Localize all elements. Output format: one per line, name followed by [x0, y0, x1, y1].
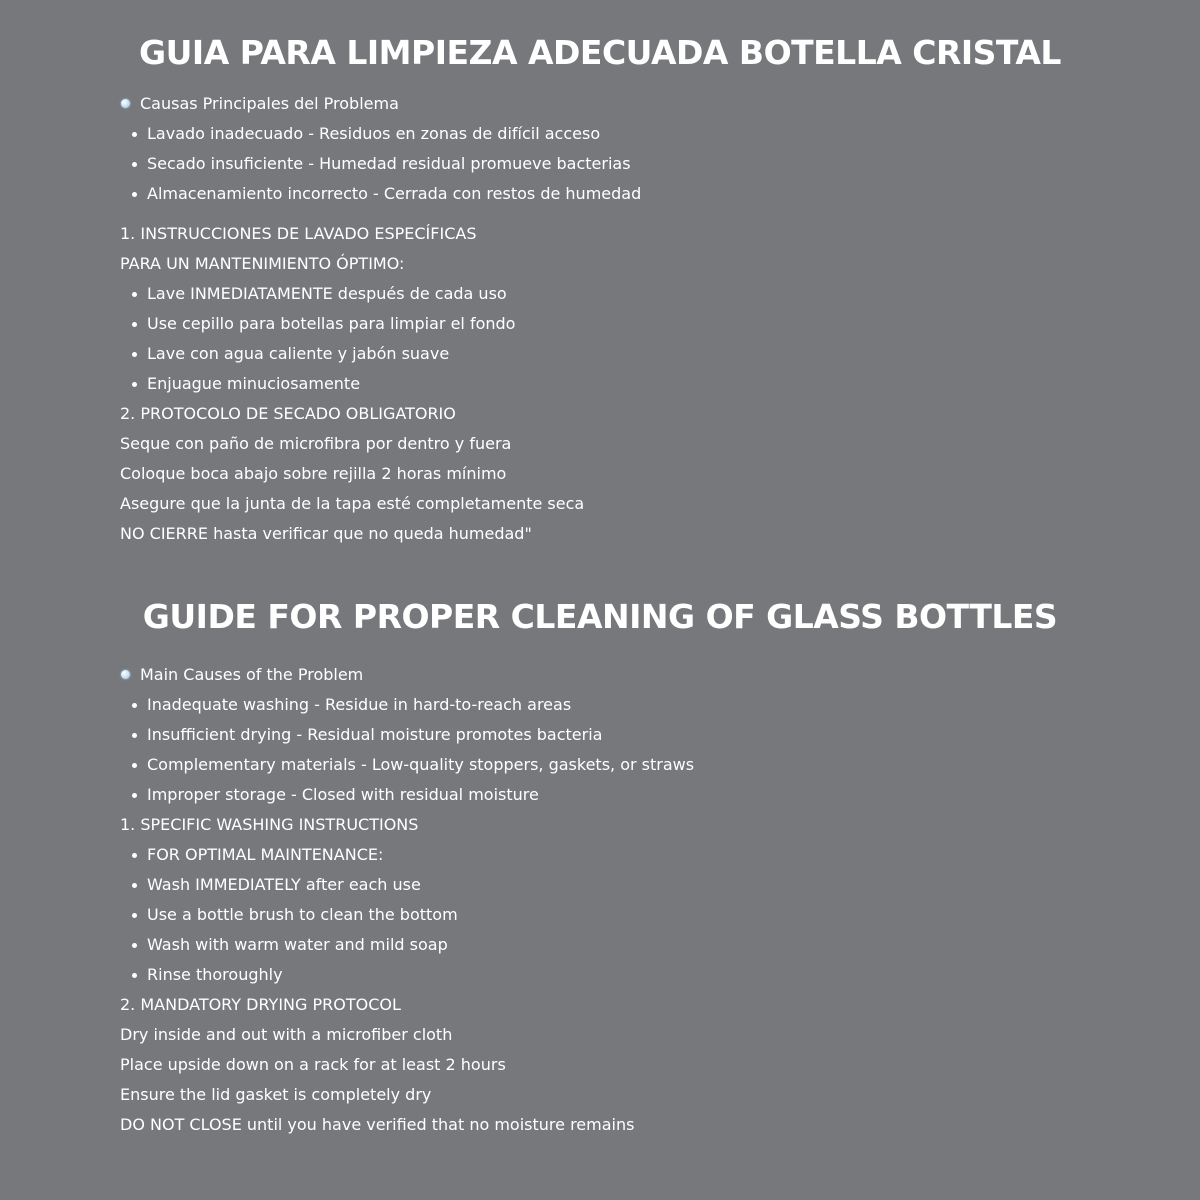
spanish-washing-heading: 1. INSTRUCCIONES DE LAVADO ESPECÍFICAS: [120, 224, 477, 243]
list-item: Rinse thoroughly: [120, 960, 1120, 990]
english-guide-body: [120, 660, 1120, 1140]
list-item: Place upside down on a rack for at least 2 hours: [120, 1055, 506, 1074]
list-item: Complementary materials - Low-quality stoppers, gaskets, or straws: [120, 750, 1120, 780]
list-item: Coloque boca abajo sobre rejilla 2 horas mínimo: [120, 464, 507, 483]
english-causes-heading: [120, 660, 1120, 690]
list-item: Use cepillo para botellas para limpiar el fondo: [120, 309, 1120, 339]
spanish-guide-body: [120, 89, 1120, 549]
list-item: NO CIERRE hasta verificar que no queda humedad": [120, 524, 532, 543]
bubble-icon: [121, 99, 130, 108]
list-item: Lavado inadecuado - Residuos en zonas de difícil acceso: [120, 119, 1120, 149]
list-item: Secado insuficiente - Humedad residual promueve bacterias: [120, 149, 1120, 179]
list-item: Wash IMMEDIATELY after each use: [120, 870, 1120, 900]
list-item: Seque con paño de microfibra por dentro y fuera: [120, 434, 512, 453]
list-item: Inadequate washing - Residue in hard-to-reach areas: [120, 690, 1120, 720]
list-item: FOR OPTIMAL MAINTENANCE:: [120, 840, 1120, 870]
english-causes-heading-text: Main Causes of the Problem: [140, 665, 364, 684]
list-item: Almacenamiento incorrecto - Cerrada con restos de humedad: [120, 179, 1120, 209]
list-item: Improper storage - Closed with residual moisture: [120, 780, 1120, 810]
english-drying-heading: 2. MANDATORY DRYING PROTOCOL: [120, 995, 401, 1014]
spanish-guide-section: [0, 28, 1200, 543]
list-item: Lave INMEDIATAMENTE después de cada uso: [120, 279, 1120, 309]
spanish-causes-heading: [120, 89, 1120, 119]
english-guide-section: [0, 592, 1200, 1134]
list-item: DO NOT CLOSE until you have verified that no moisture remains: [120, 1115, 635, 1134]
spanish-causes-heading-text: Causas Principales del Problema: [140, 94, 399, 113]
list-item: Asegure que la junta de la tapa esté completamente seca: [120, 494, 585, 513]
spanish-drying-heading: 2. PROTOCOLO DE SECADO OBLIGATORIO: [120, 404, 456, 423]
list-item: Lave con agua caliente y jabón suave: [120, 339, 1120, 369]
english-guide-title: GUIDE FOR PROPER CLEANING OF GLASS BOTTLES: [142, 597, 1058, 636]
list-item: Enjuague minuciosamente: [120, 369, 1120, 399]
list-item: Use a bottle brush to clean the bottom: [120, 900, 1120, 930]
list-item: Insufficient drying - Residual moisture promotes bacteria: [120, 720, 1120, 750]
spanish-maintenance-label: PARA UN MANTENIMIENTO ÓPTIMO:: [120, 254, 405, 273]
bubble-icon: [121, 670, 130, 679]
list-item: Dry inside and out with a microfiber cloth: [120, 1025, 453, 1044]
list-item: Ensure the lid gasket is completely dry: [120, 1085, 432, 1104]
spanish-guide-title: GUIA PARA LIMPIEZA ADECUADA BOTELLA CRISTAL: [139, 33, 1061, 72]
english-washing-heading: 1. SPECIFIC WASHING INSTRUCTIONS: [120, 815, 419, 834]
list-item: Wash with warm water and mild soap: [120, 930, 1120, 960]
